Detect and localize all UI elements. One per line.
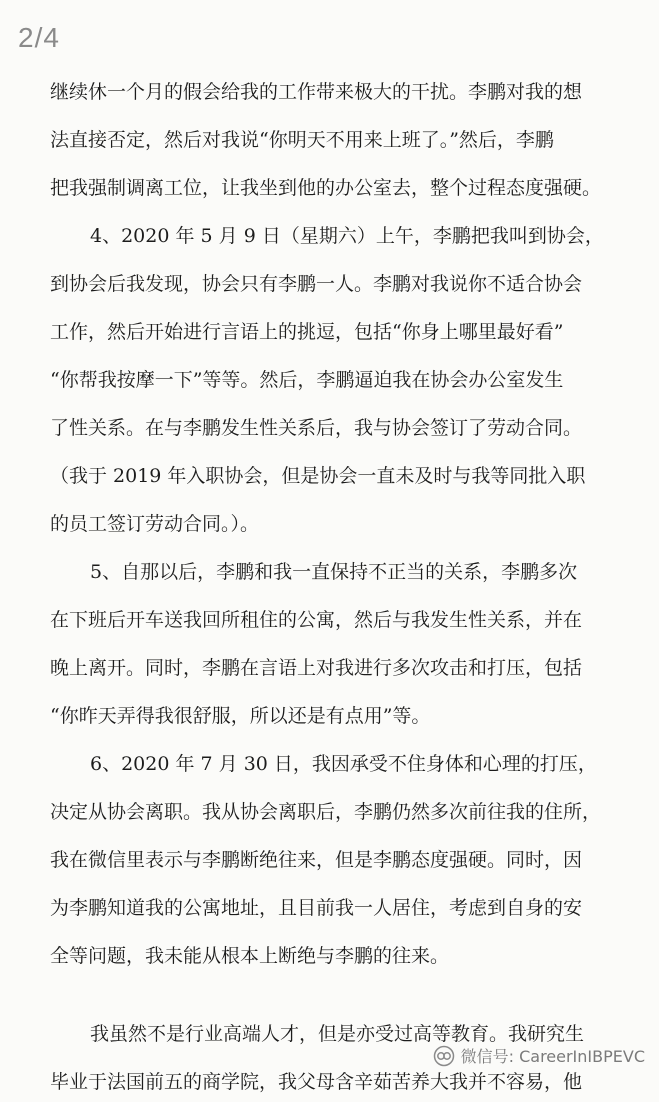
text-line: 为李鹏知道我的公寓地址，且目前我一人居住，考虑到自身的安 [50, 897, 583, 919]
text-line: 决定从协会离职。我从协会离职后，李鹏仍然多次前往我的住所， [50, 801, 602, 823]
wechat-official-account-icon [433, 1045, 455, 1067]
text-line: 4、2020 年 5 月 9 日（星期六）上午，李鹏把我叫到协会， [90, 225, 604, 247]
text-line: 的员工签订劳动合同。）。 [50, 513, 260, 535]
text-line: 5、自那以后，李鹏和我一直保持不正当的关系，李鹏多次 [90, 561, 578, 583]
text-line: 全等问题，我未能从根本上断绝与李鹏的往来。 [50, 945, 450, 967]
text-line: 毕业于法国前五的商学院，我父母含辛茹苦养大我并不容易，他 [50, 1071, 583, 1093]
watermark [433, 1044, 645, 1067]
text-line: “你帮我按摩一下”等等。然后，李鹏逼迫我在协会办公室发生 [50, 369, 564, 391]
text-line: 在下班后开车送我回所租住的公寓，然后与我发生性关系，并在 [50, 609, 583, 631]
text-line: 6、2020 年 7 月 30 日，我因承受不住身体和心理的打压， [90, 753, 597, 775]
text-line: 我在微信里表示与李鹏断绝往来，但是李鹏态度强硬。同时，因 [50, 849, 583, 871]
text-line: 把我强制调离工位，让我坐到他的办公室去，整个过程态度强硬。 [50, 177, 602, 199]
text-line: 工作，然后开始进行言语上的挑逗，包括“你身上哪里最好看” [50, 321, 564, 343]
page-indicator: 2/4 [18, 22, 60, 53]
text-line: （我于 2019 年入职协会，但是协会一直未及时与我等同批入职 [50, 465, 586, 487]
text-line: 了性关系。在与李鹏发生性关系后，我与协会签订了劳动合同。 [50, 417, 583, 439]
text-line: 继续休一个月的假会给我的工作带来极大的干扰。李鹏对我的想 [50, 81, 583, 103]
text-line: 法直接否定，然后对我说“你明天不用来上班了。”然后，李鹏 [50, 129, 554, 151]
text-line: 晚上离开。同时，李鹏在言语上对我进行多次攻击和打压，包括 [50, 657, 583, 679]
text-line: 我虽然不是行业高端人才，但是亦受过高等教育。我研究生 [90, 1023, 585, 1045]
text-line: 到协会后我发现，协会只有李鹏一人。李鹏对我说你不适合协会 [50, 273, 583, 295]
text-line: “你昨天弄得我很舒服，所以还是有点用”等。 [50, 705, 431, 727]
watermark-label: 微信号: CareerInIBPEVC [460, 1047, 645, 1066]
